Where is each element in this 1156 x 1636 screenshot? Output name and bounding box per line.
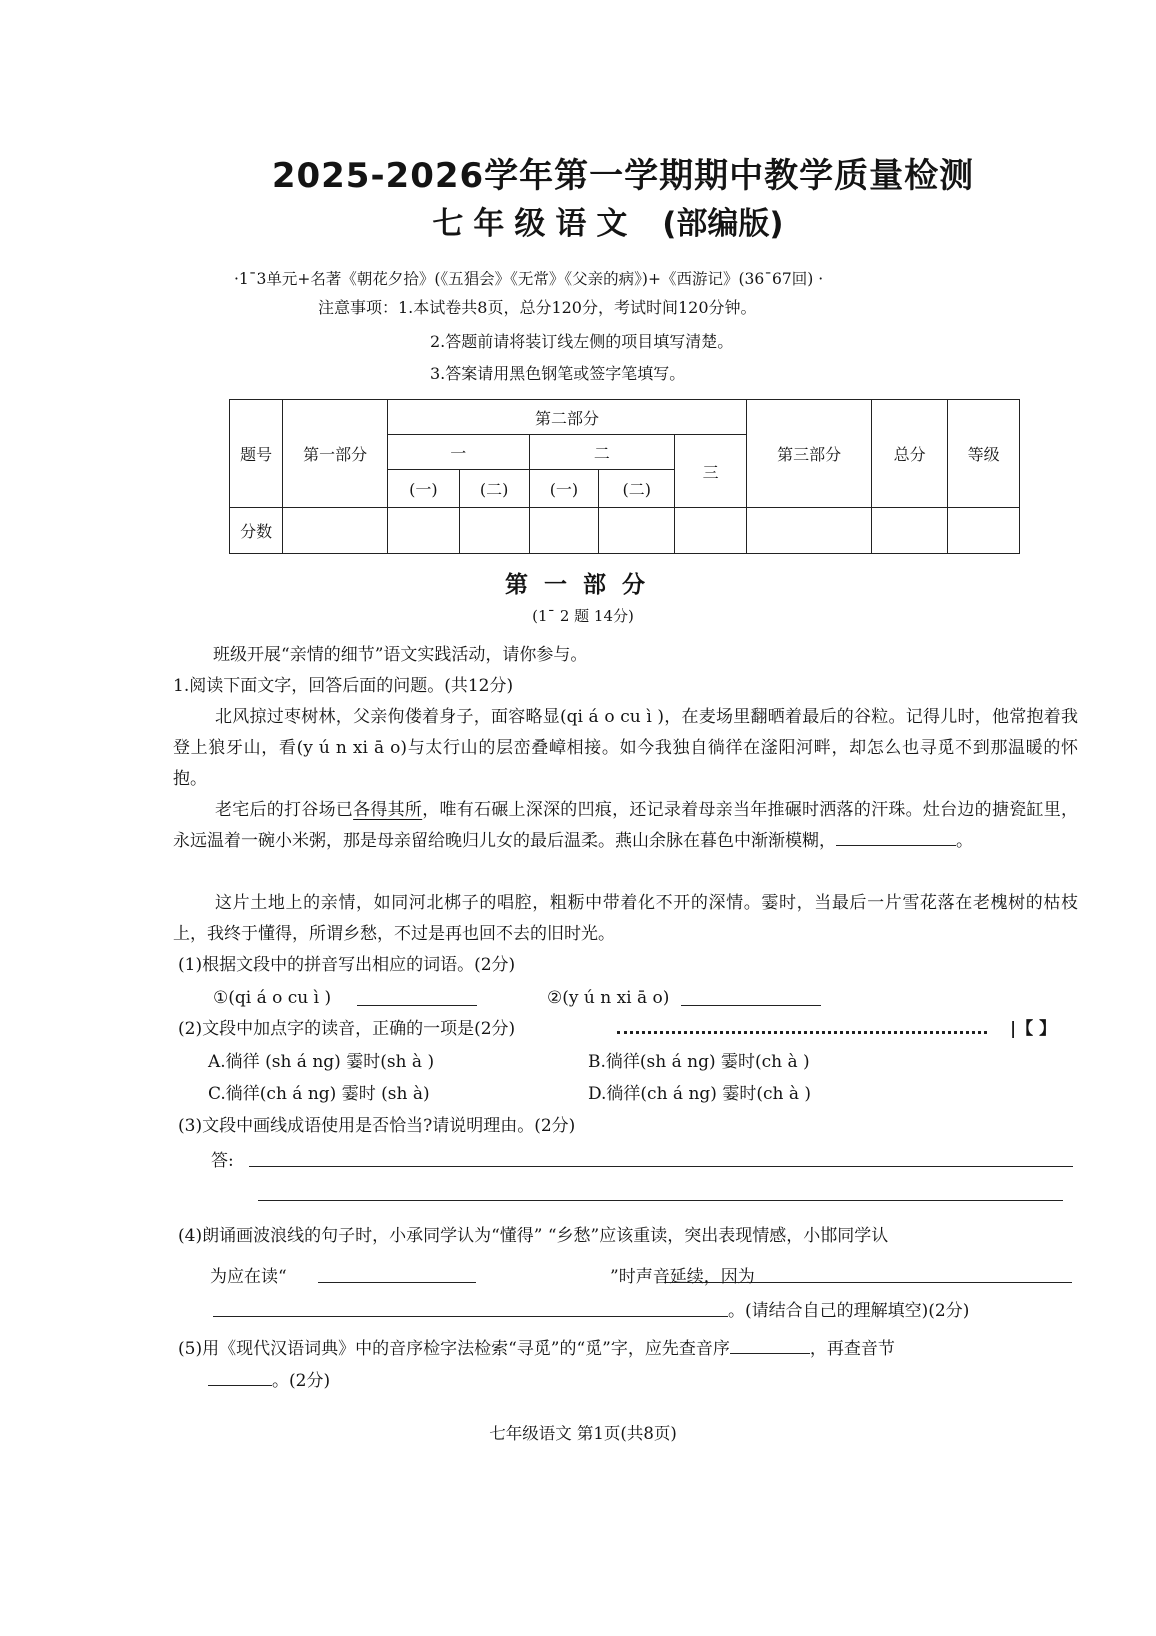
p2-text-c: 。: [956, 831, 973, 851]
cell-section-3: 三: [675, 435, 747, 508]
cell-part2: 第二部分: [387, 400, 746, 435]
cell-sub-4: (二): [599, 469, 675, 508]
answer-blank-reason-2[interactable]: [213, 1316, 728, 1317]
answer-label: 答:: [211, 1151, 234, 1171]
score-input-total[interactable]: [872, 508, 948, 554]
pinyin-a: ①(qi á o cu ì ): [213, 988, 332, 1008]
edition: (部编版): [662, 206, 784, 242]
grade-subject: 七年级语文: [432, 206, 638, 242]
score-table: [229, 399, 1020, 554]
option-b: B.徜徉(sh á ng) 霎时(ch à ): [588, 1052, 810, 1072]
option-c: C.徜徉(ch á ng) 霎时 (sh à): [208, 1084, 430, 1104]
subquestion-3: (3)文段中画线成语使用是否恰当?请说明理由。(2分): [178, 1116, 576, 1136]
answer-blank-reason[interactable]: [790, 1282, 1072, 1283]
sq5-text-c: 。(2分): [272, 1371, 331, 1391]
answer-bracket[interactable]: |【 】: [1010, 1019, 1057, 1039]
cell-sub-3: (一): [529, 469, 599, 508]
subquestion-4-line2a: 为应在读“: [210, 1267, 287, 1287]
p2-text-a: 老宅后的打谷场已: [215, 800, 354, 820]
exam-title: 2025-2026学年第一学期期中教学质量检测: [271, 156, 975, 196]
activity-intro: 班级开展“亲情的细节”语文实践活动，请你参与。: [213, 645, 588, 665]
score-input-1-2[interactable]: [459, 508, 529, 554]
cell-total: 总分: [872, 400, 948, 508]
subquestion-5: [178, 1334, 895, 1365]
option-a: A.徜徉 (sh á ng) 霎时(sh à ): [208, 1052, 435, 1072]
cell-part1: 第一部分: [283, 400, 388, 508]
notes-1: 注意事项：1.本试卷共8页，总分120分，考试时间120分钟。: [318, 298, 757, 317]
dotted-leader: [617, 1031, 987, 1034]
p2-text-b: ，唯有石碾上深深的凹痕，还记录着母亲当年推碾时洒落的汗珠。灶台边的搪瓷缸里，永远温着一碗小米粥，那是母亲留给晚归儿女的最后温柔。燕山余脉在暮色中渐渐模糊，: [173, 800, 1079, 851]
passage-paragraph-1: 北风掠过枣树林，父亲佝偻着身子，面容略显(qi á o cu ì )，在麦场里翻晒着最后的谷粒。记得儿时，他常抱着我登上狼牙山，看(y ú n xi ā o)与太行山的层峦叠嶂相接。如今我独自徜徉在滏阳河畔，却怎么也寻觅不到那温暖的怀抱。: [173, 707, 1078, 789]
answer-blank-word[interactable]: [318, 1282, 476, 1283]
part1-range: (1¯ 2 题 14分): [532, 607, 634, 625]
passage-paragraph-3: 这片土地上的亲情，如同河北梆子的唱腔，粗粝中带着化不开的深情。霎时，当最后一片雪花落在老槐树的枯枝上，我终于懂得，所谓乡愁，不过是再也回不去的旧时光。: [173, 893, 1078, 944]
cell-tihao: 题号: [230, 400, 283, 508]
answer-blank-syllable[interactable]: [208, 1367, 272, 1386]
score-input-3[interactable]: [675, 508, 747, 554]
pinyin-b: ②(y ú n xi ā o): [547, 988, 670, 1008]
answer-line-1[interactable]: [249, 1166, 1073, 1167]
sq5-text-b: ，再查音节: [809, 1339, 895, 1359]
answer-line-2[interactable]: [258, 1200, 1063, 1201]
score-input-part3[interactable]: [747, 508, 872, 554]
score-input-part1[interactable]: [283, 508, 388, 554]
exam-scope: ·1¯3单元+名著《朝花夕拾》(《五猖会》《无常》《父亲的病》)+《西游记》(36¯67回) ·: [234, 270, 824, 288]
page-footer: 七年级语文 第1页(共8页): [489, 1424, 677, 1443]
subquestion-1: (1)根据文段中的拼音写出相应的词语。(2分): [178, 955, 516, 975]
score-input-2-2[interactable]: [599, 508, 675, 554]
cell-fenshu: 分数: [230, 508, 283, 554]
cell-sub-2: (二): [459, 469, 529, 508]
cell-part3: 第三部分: [747, 400, 872, 508]
subquestion-4-line3: 。(请结合自己的理解填空)(2分): [728, 1301, 970, 1321]
answer-blank-letter[interactable]: [730, 1335, 810, 1354]
exam-subtitle: [0, 198, 1156, 243]
question-1: 1.阅读下面文字，回答后面的问题。(共12分): [173, 676, 514, 696]
part1-heading: 第一部分: [505, 572, 661, 598]
option-d: D.徜徉(ch á ng) 霎时(ch à ): [588, 1084, 812, 1104]
cell-section-2: 二: [529, 435, 675, 469]
underlined-idiom: 各得其所: [353, 800, 423, 820]
subquestion-2: (2)文段中加点字的读音，正确的一项是(2分): [178, 1019, 516, 1039]
notes-3: 3.答案请用黑色钢笔或签字笔填写。: [430, 364, 686, 383]
sq5-text-a: (5)用《现代汉语词典》中的音序检字法检索“寻觅”的“觅”字，应先查音序: [178, 1339, 730, 1359]
answer-blank-pinyin-b[interactable]: [681, 1005, 821, 1006]
notes-2: 2.答题前请将装订线左侧的项目填写清楚。: [430, 332, 734, 351]
answer-blank-pinyin-a[interactable]: [357, 1005, 477, 1006]
score-input-1-1[interactable]: [387, 508, 459, 554]
cell-grade: 等级: [948, 400, 1020, 508]
subquestion-4: (4)朗诵画波浪线的句子时，小承同学认为“懂得” “乡愁”应该重读，突出表现情感，小邯同学认: [178, 1226, 889, 1246]
cell-section-1: 一: [387, 435, 529, 469]
score-input-grade[interactable]: [948, 508, 1020, 554]
passage-paragraph-2: [173, 795, 1078, 857]
subquestion-5-line2: [208, 1366, 330, 1397]
passage-blank[interactable]: [836, 827, 956, 846]
underline-sound: [664, 1282, 790, 1283]
subquestion-4-line2b: ”时声音延续，因为: [610, 1267, 755, 1287]
score-input-2-1[interactable]: [529, 508, 599, 554]
cell-sub-1: (一): [387, 469, 459, 508]
